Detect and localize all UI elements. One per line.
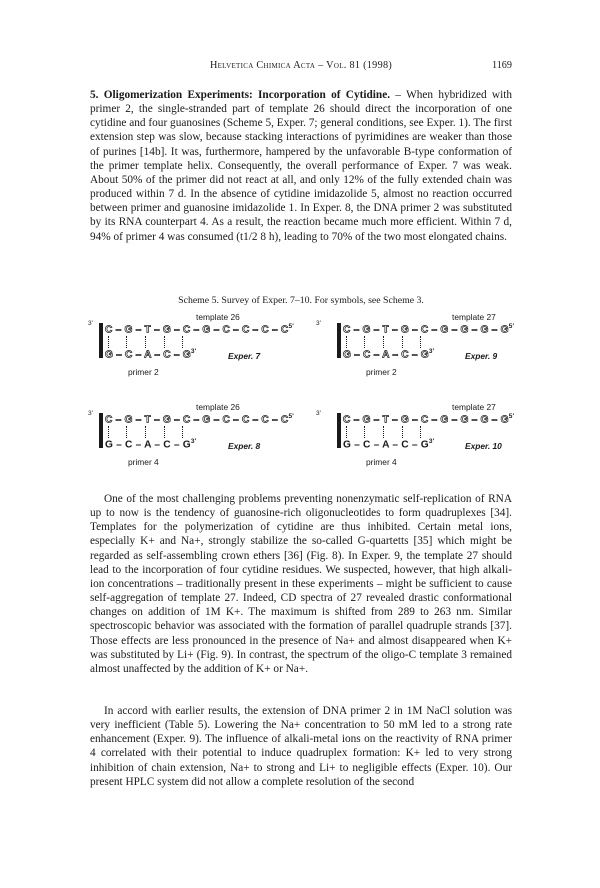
base-pair [145,336,146,348]
primer-label: primer 2 [366,367,397,377]
template-strand: C – G – T – G – C – G – G – G – $G^{5'}$ [343,413,515,426]
template-strand: C – G – T – G – C – G – C – C – C – $C^{5'}$ [105,413,295,426]
primer-label: primer 4 [366,457,397,467]
base-pair [145,426,146,438]
primer-strand: G – C – A – C – $G^{3'}$ [343,438,435,451]
primer-anchor-bar [337,323,341,358]
three-prime-end: 3' [316,320,321,327]
base-pair [346,336,347,348]
paragraph-alkali-ions: In accord with earlier results, the extension of DNA primer 2 in 1M NaCl solution was very inefficient (Table 5). Lowering the Na+ concentration to 50 mM led to a strong rate enhancement (Exper. 9). The influence of alkali-metal ions on the reactivity of RNA primer 4 correlated with their potential to induce quadruplex formation: K+ led to very strong inhibition of chain extension, Na+ to strong and Li+ to negligible effects (Exper. 10). Our present HPLC system did not allow a complete resolution of the second [90,705,512,788]
experiment-label: Exper. 7 [228,351,261,361]
paragraph-text: – When hybridized with primer 2, the single-stranded part of template 26 should direct the incorporation of one cytidine and four guanosines (Scheme 5, Exper. 7; general conditions, see Exper. 1). The first extension step was slow, because stacking interactions of pyrimidines are weaker than those of purines [14b]. It was, furthermore, hampered by the unfavorable B-type conformation of the primer template helix. Consequently, the overall performance of Exper. 7 was weak. About 50% of the primer did not react at all, and only 12% of the fully extended chain was produced within 7 d. In the absence of cytidine imidazolide 5, almost no reaction occurred between primer and guanosine imidazolide 1. In Exper. 8, the DNA primer 2 was substituted by its RNA counterpart 4. As a result, the reaction became much more efficient. Within 7 d, 94% of primer 4 was consumed (t1/2 8 h), leading to 70% of the two most elongated chains. [90,89,513,243]
primer-anchor-bar [99,323,103,358]
base-pair [164,426,165,438]
primer-strand: G – C – A – C – $G^{3'}$ [105,348,197,361]
base-pair [346,426,347,438]
template-label: template 26 [196,402,240,412]
primer-label: primer 4 [128,457,159,467]
primer-strand: G – C – A – C – $G^{3'}$ [105,438,197,451]
primer-anchor-bar [99,413,103,448]
primer-anchor-bar [337,413,341,448]
experiment-label: Exper. 9 [465,351,498,361]
template-label: template 26 [196,312,240,322]
template-strand: C – G – T – G – C – G – C – C – C – $C^{5'}$ [105,323,295,336]
primer-strand: G – C – A – C – $G^{3'}$ [343,348,435,361]
base-pair [108,336,109,348]
base-pair [182,336,183,348]
three-prime-end: 3' [316,410,321,417]
template-label: template 27 [452,312,496,322]
base-pair [126,426,127,438]
base-pair [126,336,127,348]
base-pair [182,426,183,438]
base-pair [402,336,403,348]
base-pair [420,336,421,348]
three-prime-end: 3' [88,410,93,417]
scheme-caption: Scheme 5. Survey of Exper. 7–10. For symbols, see Scheme 3. [178,295,424,306]
base-pair [364,426,365,438]
section-heading: 5. Oligomerization Experiments: Incorporation of Cytidine. [90,89,391,101]
base-pair [383,426,384,438]
template-strand: C – G – T – G – C – G – G – G – $G^{5'}$ [343,323,515,336]
primer-label: primer 2 [128,367,159,377]
base-pair [164,336,165,348]
paragraph-quadruplex: One of the most challenging problems preventing nonenzymatic self-replication of RNA up to now is the tendency of guanosine-rich oligonucleotides to form quadruplexes [34]. Templates for the polymerization of cytidine are thus inhibited. Certain metal ions, especially K+ and Na+, strongly stabilize the so-called G-quartetts [35] which might be regarded as self-assembling crown ethers [36] (Fig. 8). In Exper. 9, the template 27 should lead to the incorporation of four cytidine residues. We suspected, however, that high alkali-ion concentrations – traditionally present in these experiments – might be sufficient to cause self-aggregation of template 27. Indeed, CD spectra of 27 revealed drastic conformational changes on addition of 1M K+. The maximum is shifted from 289 to 263 nm. Similar spectroscopic behavior was associated with the formation of parallel quadruple strands [37]. Those effects are less pronounced in the presence of Na+ and almost disappeared when K+ was substituted by Li+ (Fig. 9). In contrast, the spectrum of the oligo-C template 3 remained almost unaffected by the addition of K+ or Na+. [90,493,512,675]
base-pair [108,426,109,438]
experiment-label: Exper. 10 [465,441,502,451]
base-pair [364,336,365,348]
base-pair [420,426,421,438]
experiment-label: Exper. 8 [228,441,261,451]
base-pair [383,336,384,348]
page-number: 1169 [492,60,512,71]
journal-title: Helvetica Chimica Acta – Vol. 81 (1998) [209,60,393,71]
three-prime-end: 3' [88,320,93,327]
base-pair [402,426,403,438]
template-label: template 27 [452,402,496,412]
